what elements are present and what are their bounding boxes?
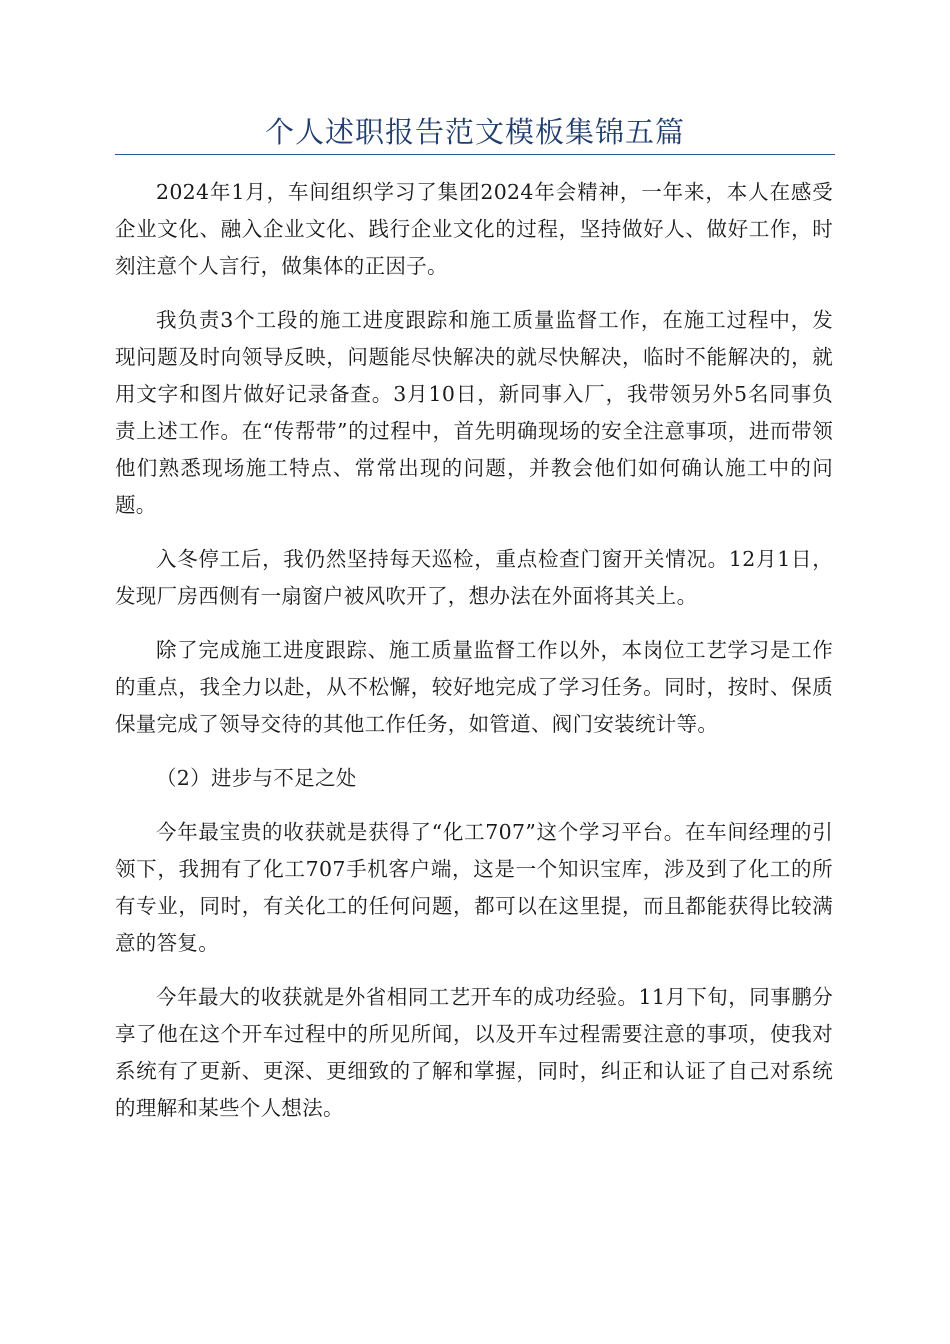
paragraph-3: 入冬停工后，我仍然坚持每天巡检，重点检查门窗开关情况。12月1日，发现厂房西侧有一扇窗户被风吹开了，想办法在外面将其关上。 (115, 547, 833, 608)
paragraph-1: 2024年1月，车间组织学习了集团2024年会精神，一年来，本人在感受企业文化、融入企业文化、践行企业文化的过程，坚持做好人、做好工作，时刻注意个人言行，做集体的正因子。 (115, 180, 833, 278)
document-title: 个人述职报告范文模板集锦五篇 (264, 115, 685, 149)
paragraph-4: 除了完成施工进度跟踪、施工质量监督工作以外，本岗位工艺学习是工作的重点，我全力以赴，从不松懈，较好地完成了学习任务。同时，按时、保质保量完成了领导交待的其他工作任务，如管道、阀门安装统计等。 (115, 638, 833, 736)
section-heading-progress: （2）进步与不足之处 (156, 766, 357, 790)
paragraph-2: 我负责3个工段的施工进度跟踪和施工质量监督工作，在施工过程中，发现问题及时向领导反映，问题能尽快解决的就尽快解决，临时不能解决的，就用文字和图片做好记录备查。3月10日，新同事入厂，我带领另外5名同事负责上述工作。在“传帮带”的过程中，首先明确现场的安全注意事项，进而带领他们熟悉现场施工特点、常常出现的问题，并教会他们如何确认施工中的问题。 (115, 308, 833, 517)
title-underline (115, 154, 835, 155)
paragraph-5: 今年最宝贵的收获就是获得了“化工707”这个学习平台。在车间经理的引领下，我拥有了化工707手机客户端，这是一个知识宝库，涉及到了化工的所有专业，同时，有关化工的任何问题，都可以在这里提，而且都能获得比较满意的答复。 (115, 820, 833, 955)
document-body (115, 174, 833, 1144)
paragraph-6: 今年最大的收获就是外省相同工艺开车的成功经验。11月下旬，同事鹏分享了他在这个开车过程中的所见所闻，以及开车过程需要注意的事项，使我对系统有了更新、更深、更细致的了解和掌握，同时，纠正和认证了自己对系统的理解和某些个人想法。 (115, 985, 833, 1120)
